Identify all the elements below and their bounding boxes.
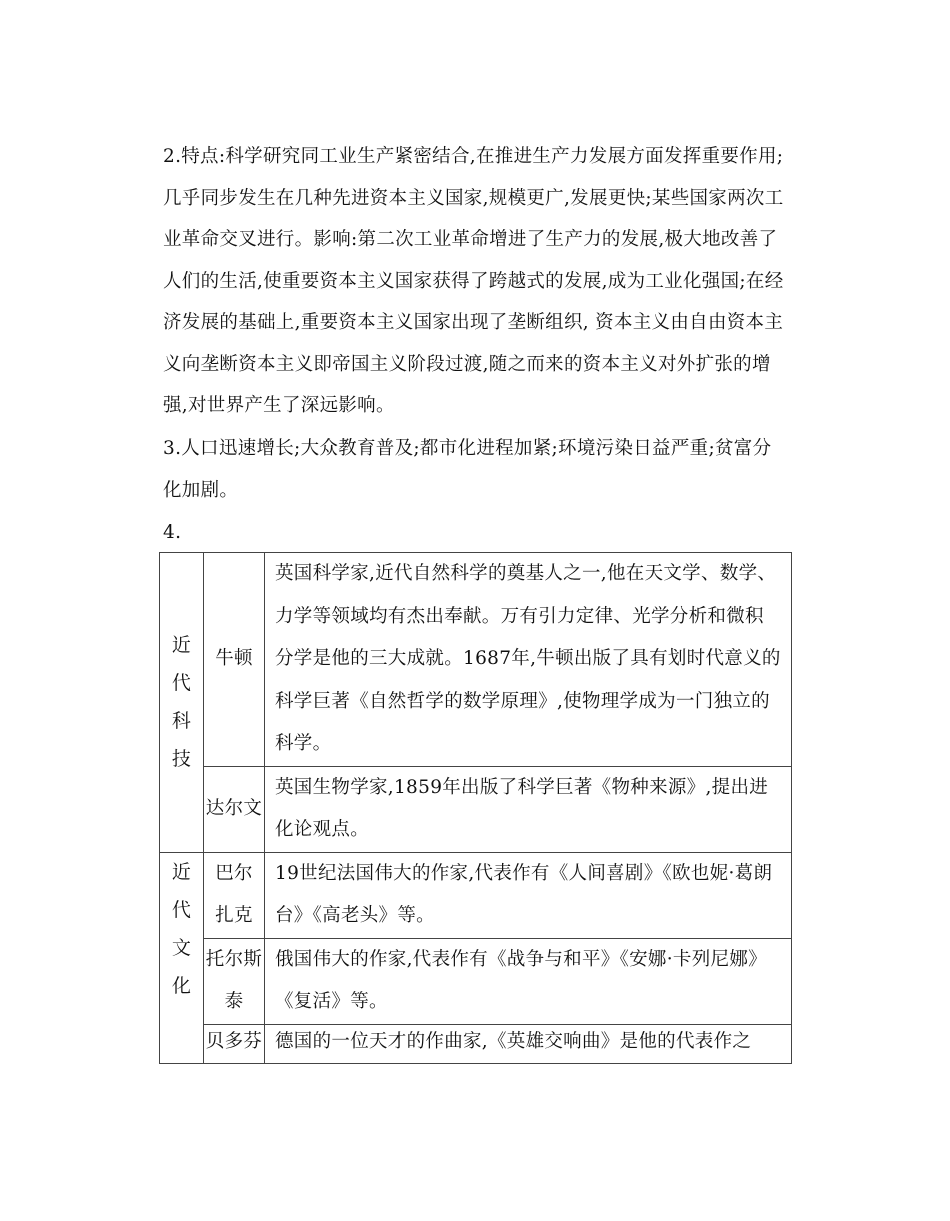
- description-cell: 英国科学家,近代自然科学的奠基人之一,他在天文学、数学、力学等领域均有杰出奉献。万有引力定律、光学分析和微积分学是他的三大成就。1687年,牛顿出版了具有划时代意义的科学巨著《自然哲学的数学原理》,使物理学成为一门独立的科学。: [265, 553, 792, 767]
- person-name-cell: 巴尔扎克: [204, 852, 265, 938]
- category-cell-culture: [160, 852, 204, 1063]
- person-name-cell: 牛顿: [204, 553, 265, 767]
- table-row: [160, 766, 792, 852]
- table-row: [160, 938, 792, 1024]
- table-row: [160, 553, 792, 767]
- description-cell: [265, 1024, 792, 1063]
- category-label: 近代科技: [171, 634, 192, 771]
- person-name-cell: 达尔文: [204, 766, 265, 852]
- paragraph-3-social-changes: 3.人口迅速增长;大众教育普及;都市化进程加紧;环境污染日益严重;贫富分化加剧。: [163, 438, 772, 501]
- category-label: 近代文化: [171, 860, 192, 997]
- table-row: [160, 1024, 792, 1063]
- category-cell-science: [160, 553, 204, 853]
- table-row: [160, 852, 792, 938]
- modern-science-culture-table: [159, 552, 792, 1064]
- person-name-cell: 贝多芬: [204, 1024, 265, 1063]
- paragraph-2-features-impact: 2.特点:科学研究同工业生产紧密结合,在推进生产力发展方面发挥重要作用;几乎同步发生在几种先进资本主义国家,规模更广,发展更快;某些国家两次工业革命交叉进行。影响:第二次工业革命增进了生产力的发展,极大地改善了人们的生活,使重要资本主义国家获得了跨越式的发展,成为工业化强国;在经济发展的基础上,重要资本主义国家出现了垄断组织, 资本主义由自由资本主义向垄断资本主义即帝国主义阶段过渡,随之而来的资本主义对外扩张的增强,对世界产生了深远影响。: [163, 146, 784, 416]
- description-text-truncated: 德国的一位天才的作曲家,《英雄交响曲》是他的代表作之: [275, 1030, 752, 1052]
- paragraph-4-label: 4.: [163, 522, 182, 543]
- description-cell: 19世纪法国伟大的作家,代表作有《人间喜剧》《欧也妮·葛朗台》《高老头》等。: [265, 852, 792, 938]
- person-name-cell: 托尔斯泰: [204, 938, 265, 1024]
- description-cell: 英国生物学家,1859年出版了科学巨著《物种来源》,提出进化论观点。: [265, 766, 792, 852]
- description-cell: 俄国伟大的作家,代表作有《战争与和平》《安娜·卡列尼娜》《复活》等。: [265, 938, 792, 1024]
